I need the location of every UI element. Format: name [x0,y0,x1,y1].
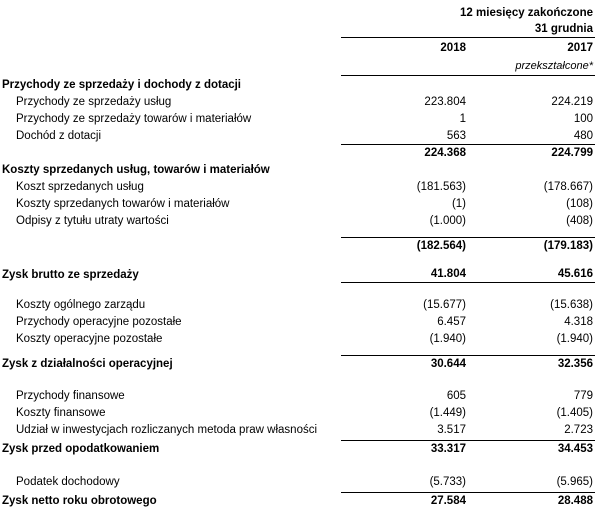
row-values [341,93,595,110]
value-2018: 27.584 [430,495,466,507]
value-2018: (1.000) [429,214,466,227]
value-2018: (1.940) [429,332,466,345]
value-2018: 33.317 [430,443,466,455]
row-values [341,161,595,178]
row-values [341,57,595,76]
line-item-row [2,93,595,110]
value-2018: 2018 [440,41,466,54]
row-values [341,76,595,93]
line-item-row [2,195,595,212]
row-label: Przychody ze sprzedaży i dochody z dotacji [2,78,242,91]
line-item-row [2,313,595,330]
year-columns-row [2,38,595,57]
row-values [341,440,595,457]
value-2017: (15.638) [550,298,593,311]
row-spacer [2,457,595,473]
row-label: Koszty ogólnego zarządu [16,298,146,311]
line-item-row [2,296,595,313]
value-2017: 32.356 [557,358,593,370]
row-label: Koszty sprzedanych towarów i materiałów [16,197,230,210]
row-label: Dochód z dotacji [16,129,102,142]
line-item-row [2,178,595,195]
value-2017: 480 [573,129,593,142]
row-values [341,404,595,421]
value-2017: (108) [566,197,593,210]
value-2017: 2017 [567,41,593,54]
row-label: Przychody ze sprzedaży usług [16,95,172,108]
value-2018: 3.517 [437,423,466,436]
row-label: Koszt sprzedanych usług [16,180,144,193]
value-2017: 224.799 [551,147,593,159]
row-values [341,313,595,330]
row-spacer [2,372,595,387]
value-2017: 100 [573,112,593,125]
total-row [2,492,595,509]
value-2017: 34.453 [557,443,593,455]
value-2018: 41.804 [430,268,466,280]
line-item-row [2,421,595,438]
line-item-row [2,404,595,421]
restated-note-row [2,57,595,76]
value-2018: (181.563) [416,180,466,193]
value-2018: 605 [446,389,466,402]
row-values [341,127,595,144]
value-2017: (1.940) [556,332,593,345]
value-2017: (408) [566,214,593,227]
row-label: Przychody ze sprzedaży towarów i materiałów [16,112,252,125]
total-row [2,440,595,457]
row-values [341,473,595,490]
row-label: Przychody operacyjne pozostałe [16,315,182,328]
period-header-text: 12 miesięcy zakończone [460,6,593,19]
row-values [341,195,595,212]
value-2018: 6.457 [437,315,466,328]
value-2018: (1) [451,197,466,210]
value-2017: (1.405) [556,406,593,419]
line-item-row [2,387,595,404]
row-label: Zysk netto roku obrotowego [2,494,157,507]
value-2018: (182.564) [416,240,466,252]
row-values [341,330,595,347]
row-values [341,38,595,57]
row-label: Koszty operacyjne pozostałe [16,332,163,345]
value-2017: 45.616 [557,268,593,280]
line-item-row [2,127,595,144]
total-row [2,237,595,254]
section-header-row [2,76,595,93]
line-item-row [2,212,595,229]
row-values [341,387,595,404]
row-spacer [2,283,595,296]
section-header-row [2,161,595,178]
row-spacer [2,254,595,266]
row-label: Koszty sprzedanych usług, towarów i materiałów [2,163,270,176]
row-values [341,492,595,509]
row-label: Przychody finansowe [16,389,125,402]
value-2017: 779 [573,389,593,402]
value-2017: (5.965) [556,475,593,488]
total-row [2,144,595,161]
total-row [2,355,595,372]
value-2017: (179.183) [543,240,593,252]
line-item-row [2,330,595,347]
row-label: Podatek dochodowy [16,475,120,488]
row-values [341,237,595,254]
value-2017: 4.318 [564,315,593,328]
row-label: Udział w inwestycjach rozliczanych metoda praw własności [16,423,318,436]
total-row [2,266,595,283]
row-label: Zysk przed opodatkowaniem [2,442,160,455]
row-label: Zysk brutto ze sprzedaży [2,268,139,281]
value-2018: 30.644 [430,358,466,370]
row-values [341,421,595,438]
value-2018: 223.804 [424,95,466,108]
value-2018: (5.733) [429,475,466,488]
row-values [341,296,595,313]
value-2018: 563 [446,129,466,142]
row-label: Zysk z działalności operacyjnej [2,357,173,370]
period-header-text: 31 grudnia [534,23,593,35]
row-values [341,21,595,38]
row-label: Odpisy z tytułu utraty wartości [16,214,169,227]
period-header-row [2,21,595,38]
row-values [341,144,595,161]
row-values [341,212,595,229]
value-2018: 224.368 [424,147,466,159]
row-values [341,355,595,372]
value-2017: (178.667) [543,180,593,193]
value-2018: 1 [459,112,466,125]
value-2017: 224.219 [551,95,593,108]
value-2017: 28.488 [557,495,593,507]
value-2017: przekształcone* [515,60,593,72]
row-values [341,266,595,283]
line-item-row [2,110,595,127]
period-header-row [2,4,595,21]
value-2018: (1.449) [429,406,466,419]
value-2018: (15.677) [423,298,466,311]
line-item-row [2,473,595,490]
value-2017: 2.723 [564,423,593,436]
row-values [341,178,595,195]
row-label: Koszty finansowe [16,406,106,419]
row-values [341,4,595,21]
row-values [341,110,595,127]
